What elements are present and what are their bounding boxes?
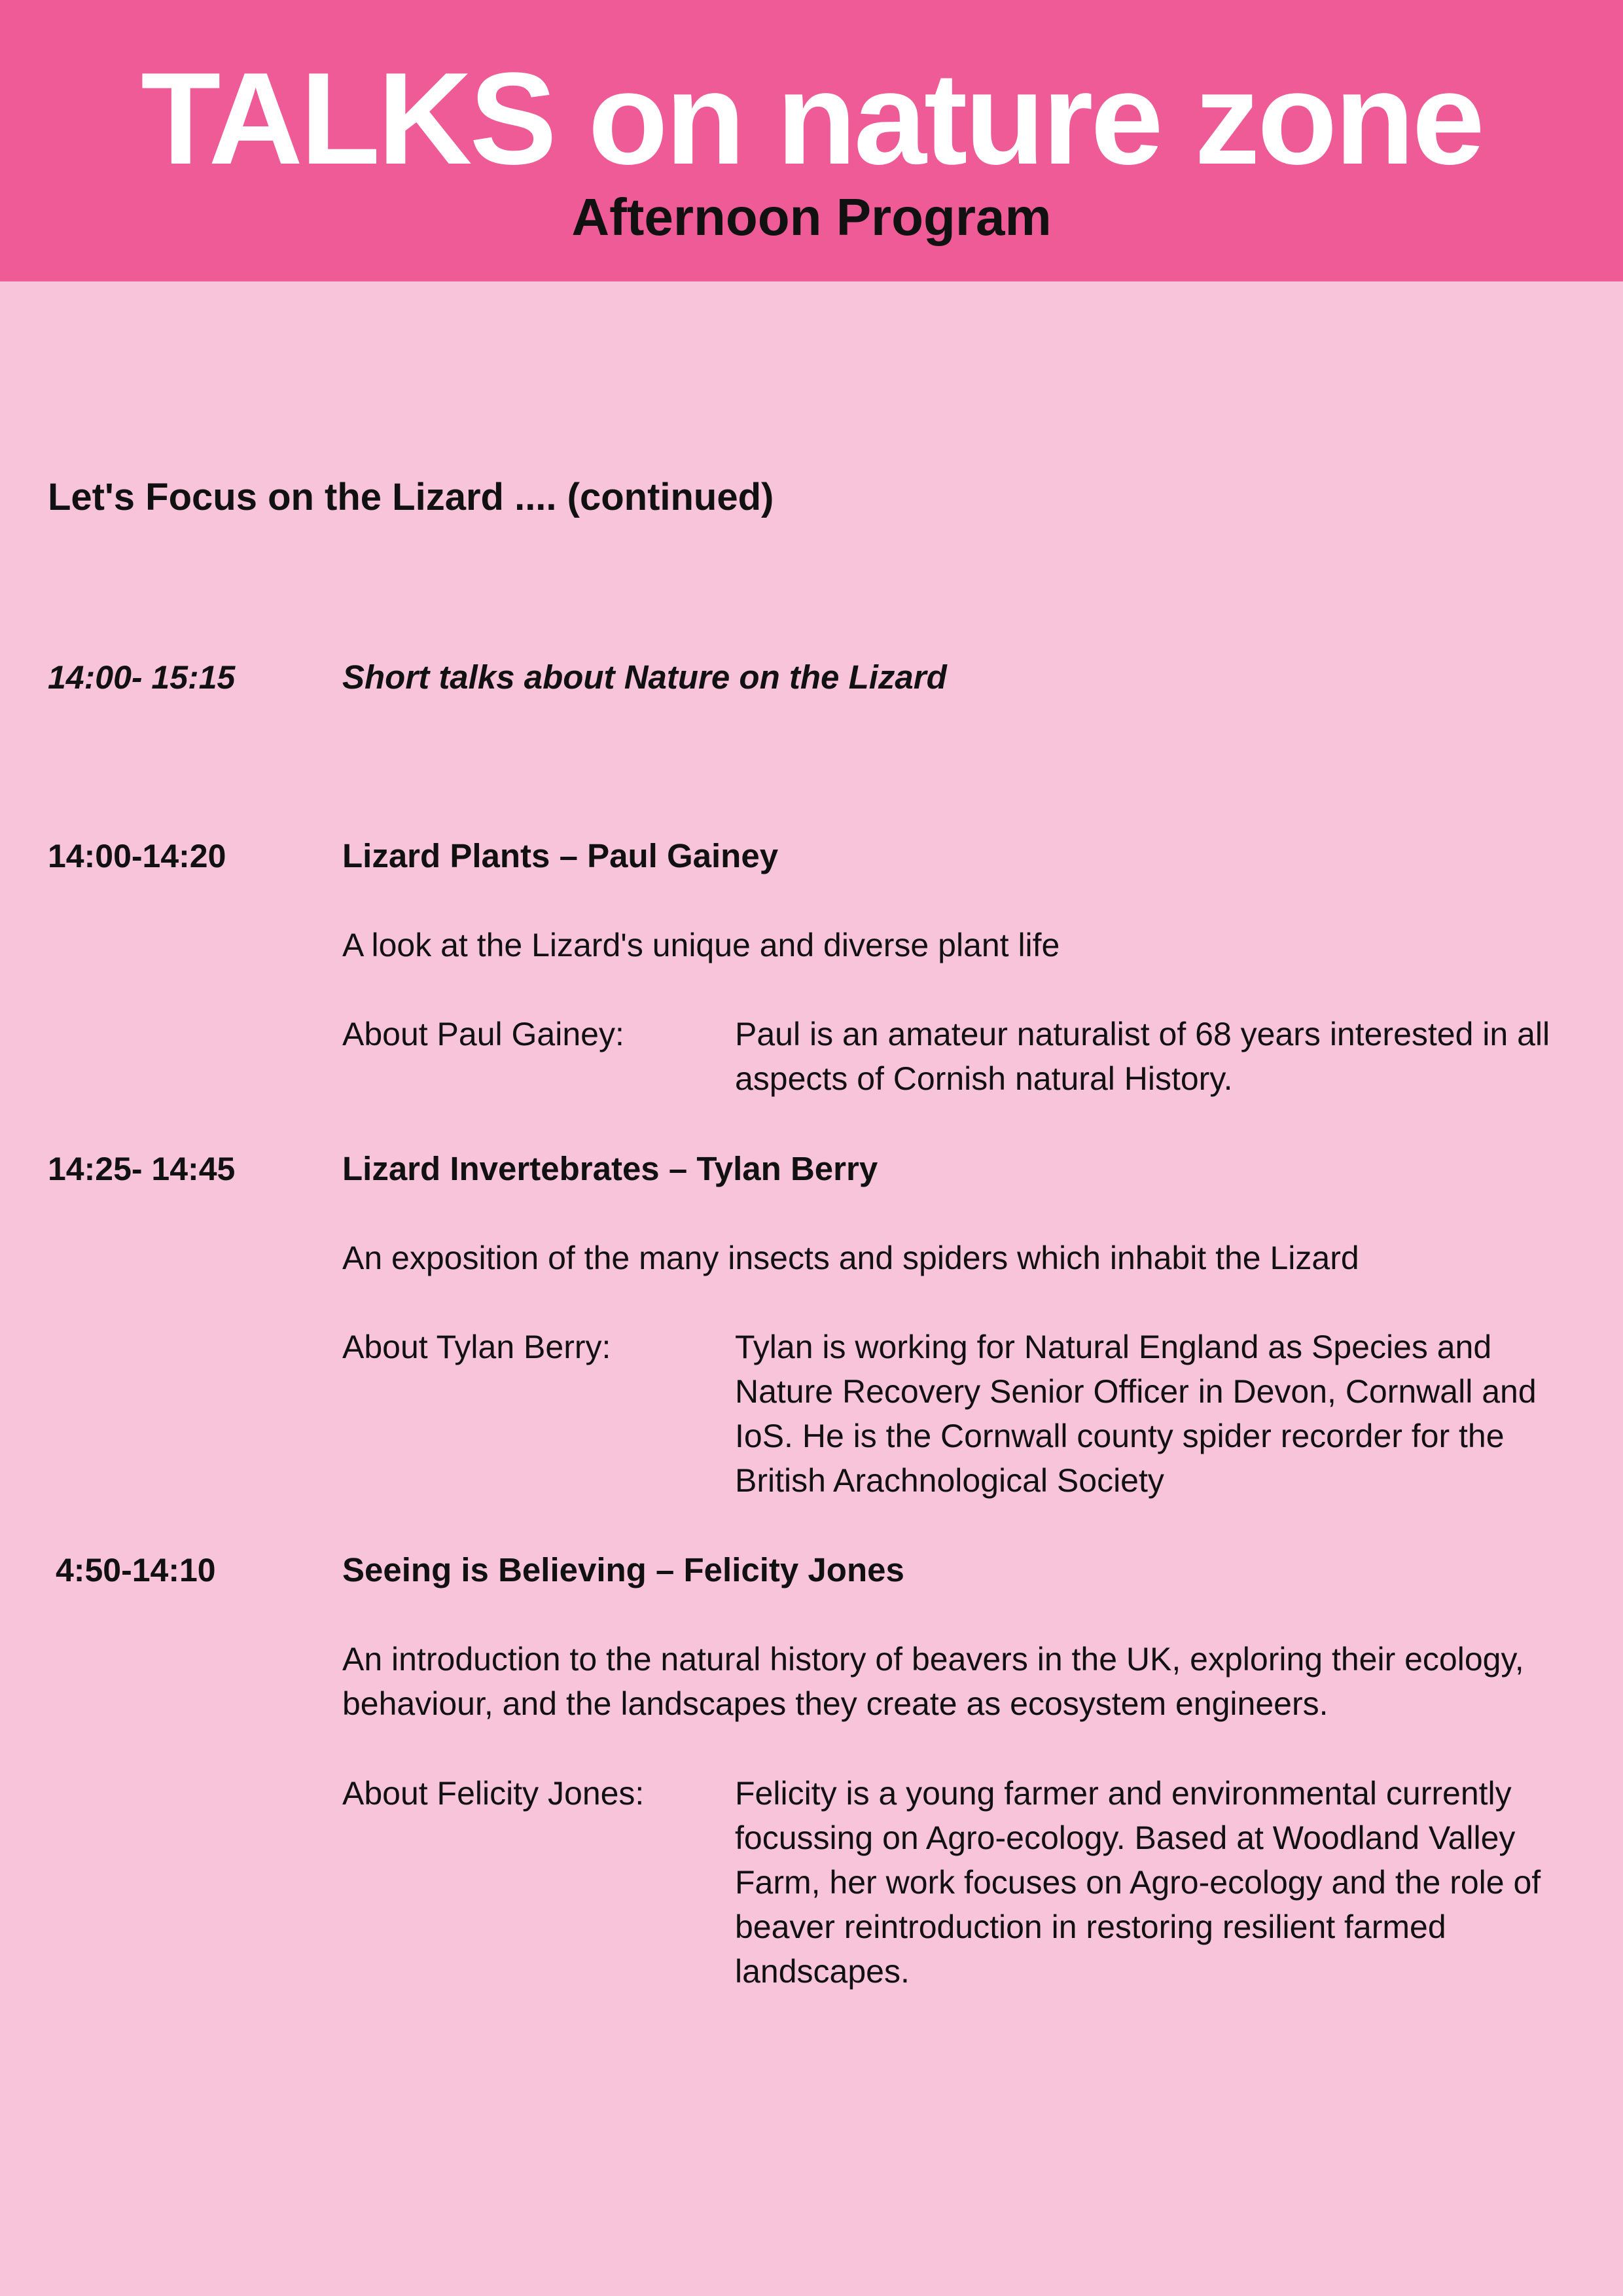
talk-description: An introduction to the natural history of beavers in the UK, exploring their ecology, behaviour, and the landscapes they create as ecosystem engineers. — [342, 1641, 1524, 1722]
talk-description: An exposition of the many insects and spiders which inhabit the Lizard — [342, 1240, 1359, 1276]
talk-title: Seeing is Believing – Felicity Jones — [342, 1551, 904, 1588]
about-speaker-label: About Tylan Berry: — [342, 1329, 611, 1365]
talk-time: 14:00-14:20 — [48, 838, 226, 874]
overview-time: 14:00- 15:15 — [48, 659, 236, 696]
talk-title: Lizard Invertebrates – Tylan Berry — [342, 1150, 878, 1187]
talk-time: 4:50-14:10 — [56, 1552, 216, 1588]
section-heading: Let's Focus on the Lizard .... (continued) — [48, 476, 774, 518]
page-subtitle: Afternoon Program — [571, 188, 1052, 246]
about-speaker-text: Felicity is a young farmer and environmental currently focussing on Agro-ecology. Based at Woodland Valley Farm, her work focuses on Agro-ecology and the role of beaver reintroduction in restoring resilient farmed landscapes. — [735, 1775, 1541, 1990]
page-title: TALKS on nature zone — [141, 46, 1482, 192]
header-banner — [0, 0, 1623, 281]
about-speaker-label: About Paul Gainey: — [342, 1016, 624, 1052]
talk-description: A look at the Lizard's unique and diverse plant life — [342, 927, 1060, 963]
about-speaker-label: About Felicity Jones: — [342, 1775, 645, 1812]
talk-title: Lizard Plants – Paul Gainey — [342, 837, 779, 874]
overview-title: Short talks about Nature on the Lizard — [342, 658, 947, 696]
talk-time: 14:25- 14:45 — [48, 1151, 236, 1187]
about-speaker-text: Paul is an amateur naturalist of 68 years interested in all aspects of Cornish natural History. — [735, 1016, 1550, 1097]
about-speaker-text: Tylan is working for Natural England as Species and Nature Recovery Senior Officer in Devon, Cornwall and IoS. He is the Cornwall county spider recorder for the British Arachnological Society — [735, 1329, 1537, 1499]
